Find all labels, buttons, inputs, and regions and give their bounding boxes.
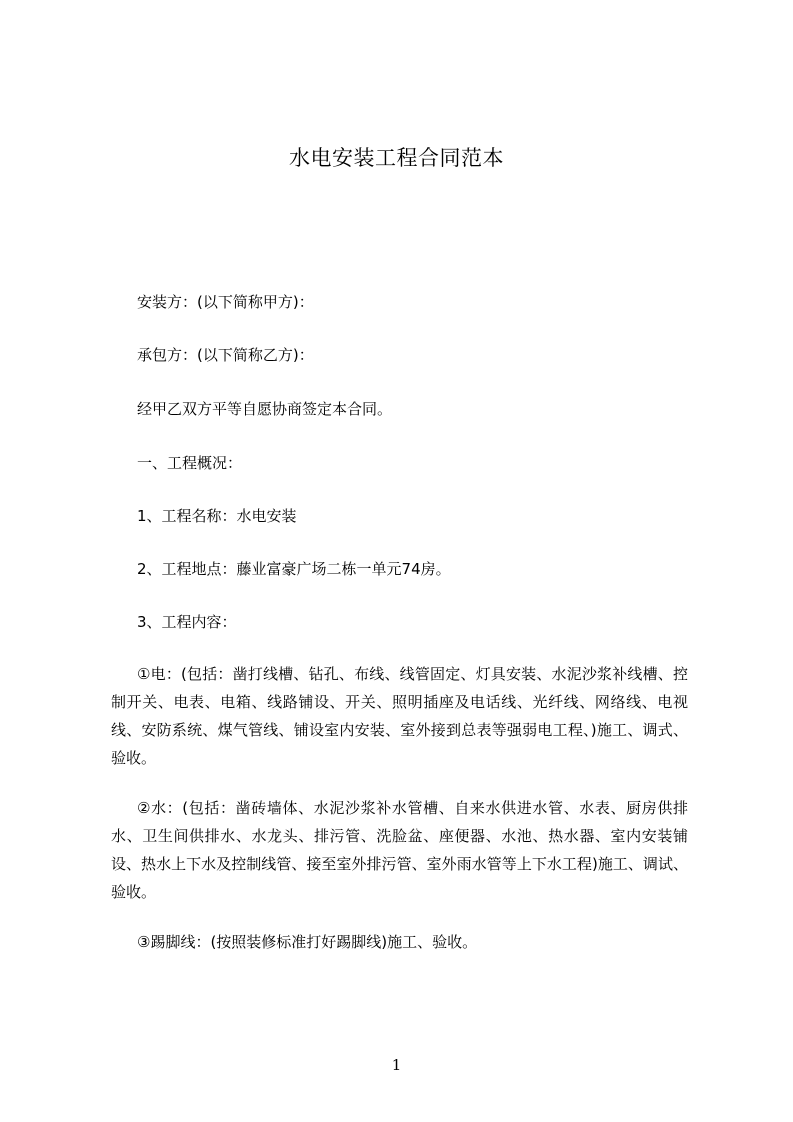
project-content-heading: 3、工程内容： bbox=[137, 613, 237, 631]
project-name-line: 1、工程名称：水电安装 bbox=[137, 507, 297, 525]
electrical-work-paragraph: ①电：(包括：凿打线槽、钻孔、布线、线管固定、灯具安装、水泥沙浆补线槽、控制开关、电表、电箱、线路铺设、开关、照明插座及电话线、光纤线、网络线、电视线、安防系统、煤气管线、铺设室内安装、室外接到总表等强弱电工程、)施工、调式、验收。 bbox=[111, 665, 688, 767]
plumbing-work-paragraph: ②水：(包括：凿砖墙体、水泥沙浆补水管槽、自来水供进水管、水表、厨房供排水、卫生间供排水、水龙头、排污管、洗脸盆、座便器、水池、热水器、室内安装铺设、热水上下水及控制线管、接至室外排污管、室外雨水管等上下水工程)施工、调试、验收。 bbox=[111, 799, 688, 901]
agreement-statement: 经甲乙双方平等自愿协商签定本合同。 bbox=[137, 400, 393, 418]
party-b-line: 承包方：(以下简称乙方)： bbox=[137, 346, 314, 364]
document-title: 水电安装工程合同范本 bbox=[289, 146, 504, 170]
section-heading-overview: 一、工程概况： bbox=[137, 454, 243, 472]
project-location-line: 2、工程地点：藤业富豪广场二栋一单元74房。 bbox=[137, 560, 451, 578]
page-number: 1 bbox=[391, 1056, 402, 1074]
skirting-work-paragraph: ③踢脚线：(按照装修标准打好踢脚线)施工、验收。 bbox=[137, 933, 478, 951]
party-a-line: 安装方：(以下简称甲方)： bbox=[137, 293, 314, 311]
